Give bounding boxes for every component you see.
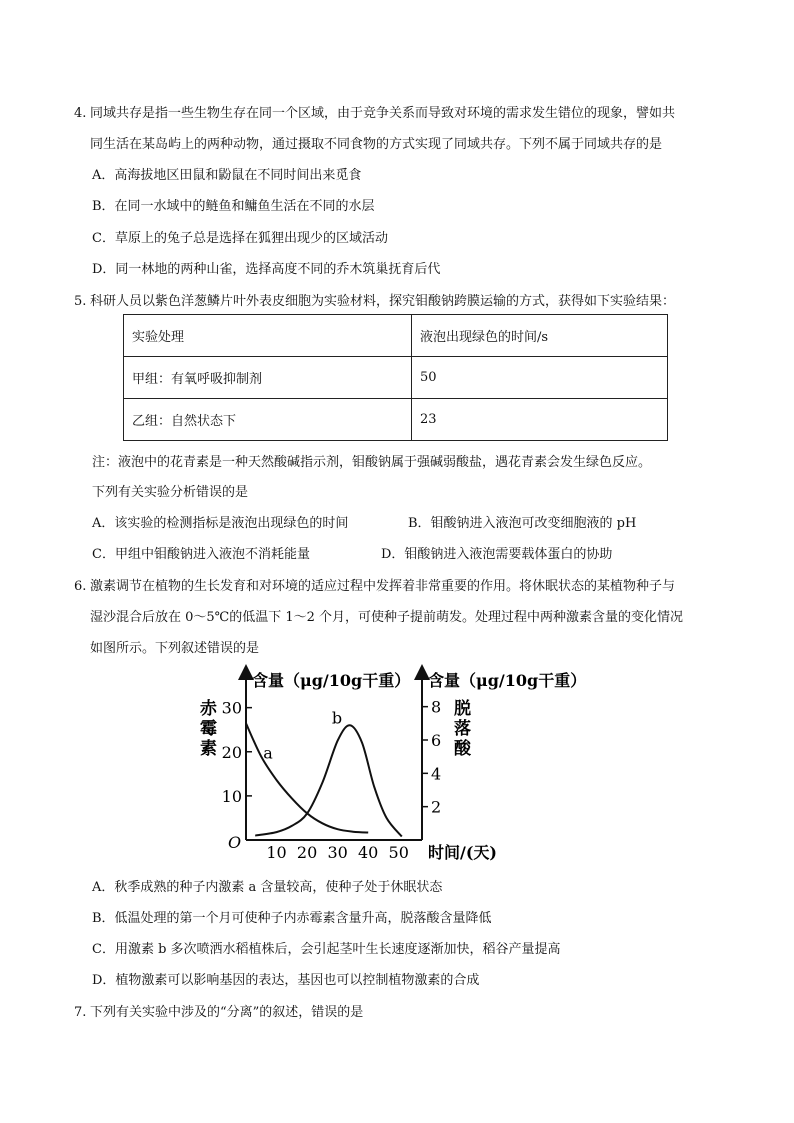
table-row [124, 357, 668, 399]
right-axis-label-char: 酸 [454, 739, 471, 759]
q6-option-b: B．低温处理的第一个月可使种子内赤霉素含量升高，脱落酸含量降低 [92, 911, 492, 926]
series-b-label: b [331, 708, 343, 728]
q6-option-c: C．用激素 b 多次喷洒水稻植株后，会引起茎叶生长速度逐渐加快，稻谷产量提高 [92, 942, 561, 957]
right-axis-title: 含量（μg/10g干重） [428, 671, 587, 690]
q4-option-b: B．在同一水域中的鲢鱼和鳙鱼生活在不同的水层 [92, 199, 375, 214]
q5-option-a: A．该实验的检测指标是液泡出现绿色的时间 [92, 516, 349, 531]
table-row [124, 399, 668, 441]
q6-number: 6. [74, 579, 87, 594]
left-axis-label-char: 素 [200, 739, 217, 759]
table-cell: 甲组：有氧呼吸抑制剂 [124, 357, 412, 399]
q5-results-table [123, 314, 668, 441]
left-axis-label-char: 赤 [200, 699, 217, 719]
table-cell: 23 [412, 399, 668, 441]
left-axis-title: 含量（μg/10g干重） [252, 671, 411, 690]
x-tick-label: 20 [296, 843, 318, 862]
q7-number: 7. [74, 1005, 87, 1020]
q7-stem: 7. 下列有关实验中涉及的“分离”的叙述，错误的是 [74, 1005, 364, 1020]
q5-stem: 5. 科研人员以紫色洋葱鳞片叶外表皮细胞为实验材料，探究钼酸钠跨膜运输的方式，获得如下实验结果： [74, 294, 676, 309]
y-right-tick-label: 4 [431, 764, 442, 784]
x-tick-label: 40 [358, 843, 379, 862]
y-left-tick-label: 10 [221, 786, 242, 806]
y-left-tick-label: 20 [221, 742, 242, 762]
q4-number: 4. [74, 106, 87, 121]
y-right-tick-label: 8 [431, 697, 442, 717]
y-left-tick-label: 30 [221, 698, 242, 718]
q6-stem-line1: 6. 激素调节在植物的生长发育和对环境的适应过程中发挥着非常重要的作用。将休眠状态的某植物种子与 [74, 579, 676, 594]
table-header-row [124, 315, 668, 357]
table-header-time: 液泡出现绿色的时间/s [412, 315, 668, 357]
left-axis-label-char: 霉 [200, 719, 217, 739]
q5-option-d: D．钼酸钠进入液泡需要载体蛋白的协助 [381, 547, 613, 562]
q5-option-c: C．甲组中钼酸钠进入液泡不消耗能量 [92, 547, 310, 562]
q4-option-a: A．高海拔地区田鼠和鼢鼠在不同时间出来觅食 [92, 168, 362, 183]
right-axis-label-char: 落 [454, 719, 471, 739]
x-axis-label: 时间/(天) [428, 843, 497, 862]
origin-label: O [228, 833, 242, 852]
table-cell: 50 [412, 357, 668, 399]
x-tick-label: 30 [327, 843, 348, 862]
table-cell: 乙组：自然状态下 [124, 399, 412, 441]
q6-option-d: D．植物激素可以影响基因的表达，基因也可以控制植物激素的合成 [92, 973, 480, 988]
right-axis-label-char: 脱 [454, 699, 471, 719]
q4-stem-line1: 4. 同域共存是指一些生物生存在同一个区域，由于竞争关系而导致对环境的需求发生错位的现象，譬如共 [74, 106, 676, 121]
q5-note: 注：液泡中的花青素是一种天然酸碱指示剂，钼酸钠属于强碱弱酸盐，遇花青素会发生绿色反应。 [92, 455, 652, 470]
x-tick-label: 50 [388, 843, 409, 862]
table-header-treatment: 实验处理 [124, 315, 412, 357]
q6-stem-line3: 如图所示。下列叙述错误的是 [90, 641, 260, 656]
q4-stem-line2: 同生活在某岛屿上的两种动物，通过摄取不同食物的方式实现了同域共存。下列不属于同域共存的是 [90, 137, 663, 152]
hormone-content-chart [190, 660, 610, 870]
y-right-tick-label: 2 [431, 797, 442, 817]
x-tick-label: 10 [266, 843, 287, 862]
q6-option-a: A．秋季成熟的种子内激素 a 含量较高，使种子处于休眠状态 [92, 880, 443, 895]
q5-number: 5. [74, 294, 87, 309]
q6-stem-line2: 湿沙混合后放在 0～5℃的低温下 1～2 个月，可使种子提前萌发。处理过程中两种激素含量的变化情况 [90, 610, 684, 625]
series-a-label: a [263, 743, 273, 763]
q4-option-c: C．草原上的兔子总是选择在狐狸出现少的区域活动 [92, 231, 388, 246]
q4-option-d: D．同一林地的两种山雀，选择高度不同的乔木筑巢抚育后代 [92, 262, 441, 277]
q5-prompt: 下列有关实验分析错误的是 [92, 485, 249, 500]
series-a-line [246, 723, 368, 832]
y-right-tick-label: 6 [431, 731, 442, 750]
q5-option-b: B．钼酸钠进入液泡可改变细胞液的 pH [408, 516, 637, 531]
